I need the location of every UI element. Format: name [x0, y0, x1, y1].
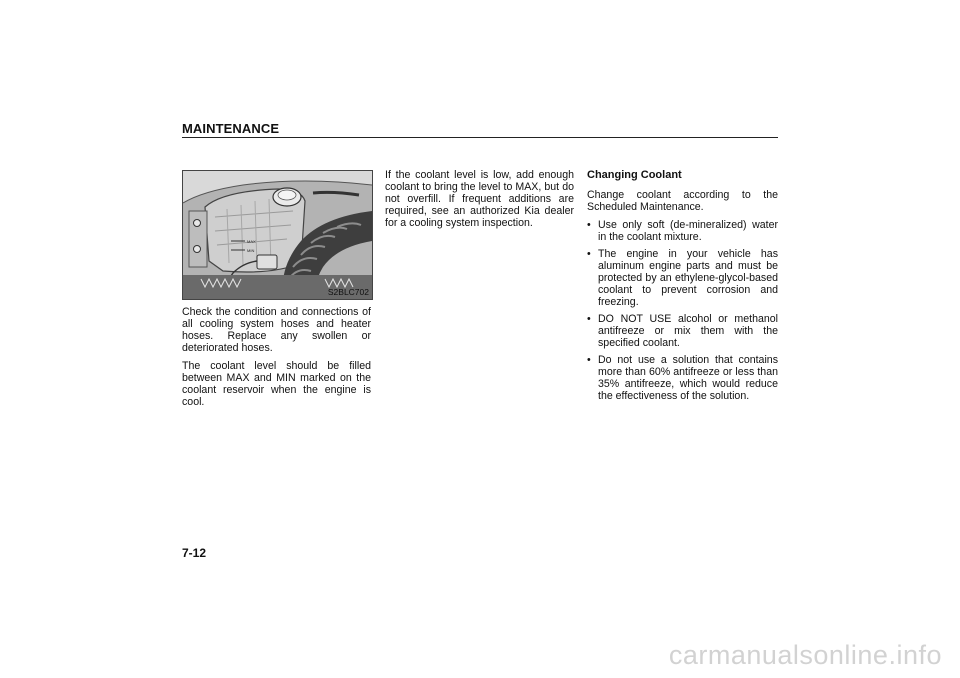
column-2 [385, 169, 574, 235]
list-item [587, 248, 778, 308]
bullet-icon: • [587, 219, 591, 231]
bullet-text: Use only soft (de-mineralized) water in the coolant mixture. [598, 219, 778, 243]
bullet-icon: • [587, 248, 591, 260]
paragraph-change-coolant-intro: Change coolant according to the Scheduled Maintenance. [587, 189, 778, 213]
header-rule [182, 137, 778, 138]
page-number: 7-12 [182, 546, 207, 560]
watermark: carmanualsonline.info [668, 640, 942, 670]
paragraph-check-hoses: Check the condition and connections of all cooling system hoses and heater hoses. Replace any swollen or deteriorated hoses. [182, 306, 371, 354]
column-3 [587, 169, 778, 407]
coolant-reservoir-figure [182, 170, 373, 300]
bullet-text: DO NOT USE alcohol or methanol antifreeze or mix them with the specified coolant. [598, 313, 778, 349]
min-mark-label: MIN [247, 248, 255, 253]
bullet-text: The engine in your vehicle has aluminum engine parts and must be protected by an ethylene-glycol-based coolant to prevent corrosion and freezing. [598, 248, 778, 308]
bullet-icon: • [587, 313, 591, 325]
column-1 [182, 306, 371, 414]
page-header-title: MAINTENANCE [182, 121, 280, 136]
engine-bay-illustration [183, 171, 372, 299]
bullet-icon: • [587, 354, 591, 366]
section-heading-changing-coolant: Changing Coolant [587, 169, 682, 181]
coolant-bullet-list [587, 219, 778, 402]
list-item [587, 354, 778, 402]
paragraph-add-coolant: If the coolant level is low, add enough coolant to bring the level to MAX, but do not overfill. If frequent additions are required, see an authorized Kia dealer for a cooling system inspection. [385, 169, 574, 229]
figure-code-label: S2BLC702 [327, 287, 369, 297]
list-item [587, 219, 778, 243]
bullet-text: Do not use a solution that contains more than 60% antifreeze or less than 35% antifreeze, which would reduce the effectiveness of the solution. [598, 354, 778, 402]
paragraph-coolant-level: The coolant level should be filled between MAX and MIN marked on the coolant reservoir when the engine is cool. [182, 360, 371, 408]
max-mark-label: MAX [247, 239, 256, 244]
list-item [587, 313, 778, 349]
